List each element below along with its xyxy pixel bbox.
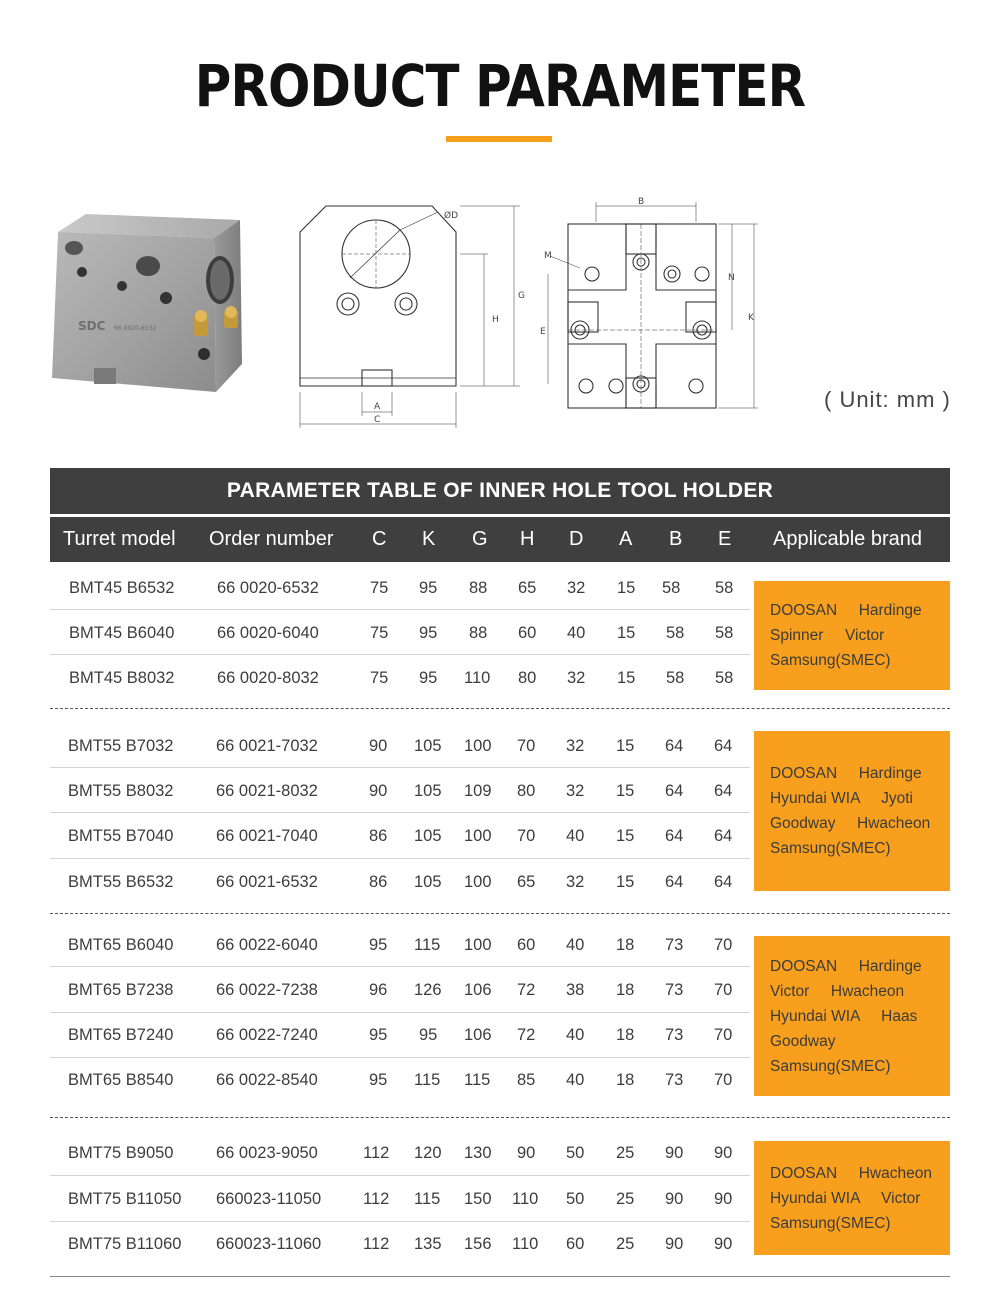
group-separator [50, 708, 950, 709]
table-cell: 32 [567, 669, 586, 687]
col-header: B [669, 528, 683, 550]
table-cell: 130 [464, 1144, 492, 1162]
table-cell: 66 0022-7240 [216, 1026, 318, 1044]
table-cell: 25 [616, 1144, 635, 1162]
label-m: M [544, 251, 552, 261]
brand-line: DOOSAN Hardinge [770, 765, 922, 782]
row-divider [50, 609, 750, 610]
table-cell: BMT55 B8032 [68, 782, 174, 800]
col-header: K [422, 528, 436, 550]
table-cell: 115 [414, 1071, 441, 1089]
col-header: Turret model [63, 528, 176, 550]
table-cell: 73 [665, 936, 684, 954]
table-cell: 65 [517, 873, 536, 891]
table-cell: 66 0022-8540 [216, 1071, 318, 1089]
table-cell: 75 [370, 624, 389, 642]
brand-line: Goodway Hwacheon [770, 815, 931, 832]
brand-box [754, 581, 950, 690]
table-cell: 64 [714, 827, 733, 845]
brand-box [754, 936, 950, 1096]
table-cell: 109 [464, 782, 492, 800]
table-cell: 32 [567, 579, 586, 597]
label-e: E [540, 327, 546, 337]
row-divider [50, 1012, 750, 1013]
table-cell: 90 [714, 1144, 733, 1162]
table-cell: 15 [616, 782, 635, 800]
row-divider [50, 966, 750, 967]
brand-line: DOOSAN Hwacheon [770, 1164, 932, 1182]
table-cell: 60 [518, 624, 537, 642]
table-cell: 58 [715, 669, 734, 687]
table-cell: 18 [616, 1071, 635, 1089]
table-cell: 65 [518, 579, 537, 597]
table-cell: 50 [566, 1190, 585, 1208]
table-title: PARAMETER TABLE OF INNER HOLE TOOL HOLDER [50, 468, 950, 514]
col-header: A [619, 528, 633, 550]
table-cell: BMT65 B6040 [68, 936, 174, 954]
table-cell: 66 0020-6532 [217, 579, 319, 597]
table-cell: 18 [616, 936, 635, 954]
table-cell: 80 [517, 782, 536, 800]
brand-line: DOOSAN Hardinge [770, 957, 922, 975]
table-cell: 73 [665, 981, 684, 999]
table-cell: 58 [666, 624, 685, 642]
table-cell: 70 [517, 737, 536, 755]
brand-box [754, 731, 950, 891]
table-cell: 58 [715, 624, 734, 642]
table-cell: 18 [616, 1026, 635, 1044]
table-cell: 105 [414, 827, 442, 845]
table-cell: 15 [617, 624, 636, 642]
brand-line: Spinner Victor [770, 627, 885, 644]
col-header: E [718, 528, 732, 550]
table-cell: 75 [370, 669, 389, 687]
table-cell: 66 0021-7032 [216, 737, 318, 755]
table-cell: 50 [566, 1144, 585, 1162]
label-g: G [518, 291, 525, 301]
unit-note: ( Unit: mm ) [824, 387, 951, 412]
table-cell: 90 [369, 782, 388, 800]
table-cell: 106 [464, 1026, 492, 1044]
table-cell: 86 [369, 827, 388, 845]
table-cell: 110 [512, 1190, 539, 1208]
table-cell: BMT75 B9050 [68, 1144, 174, 1162]
row-divider [50, 654, 750, 655]
table-cell: 105 [414, 873, 442, 891]
table-cell: 66 0021-8032 [216, 782, 318, 800]
table-cell: 66 0023-9050 [216, 1144, 318, 1162]
table-cell: BMT65 B7240 [68, 1026, 174, 1044]
label-n: N [728, 273, 735, 283]
col-header: Order number [209, 528, 334, 550]
table-cell: 86 [369, 873, 388, 891]
table-header-row [50, 517, 950, 562]
table-cell: 58 [662, 579, 681, 597]
table-cell: 72 [517, 1026, 536, 1044]
brand-line: Victor Hwacheon [770, 982, 905, 1000]
table-cell: 90 [369, 737, 388, 755]
row-divider [50, 1175, 750, 1176]
brand-line: Samsung(SMEC) [770, 1214, 891, 1232]
table-cell: BMT65 B7238 [68, 981, 174, 999]
table-cell: 112 [363, 1190, 390, 1208]
table-cell: 58 [715, 579, 734, 597]
label-a: A [374, 402, 381, 412]
table-cell: 660023-11050 [216, 1190, 322, 1208]
table-cell: 66 0021-7040 [216, 827, 318, 845]
page-title: PRODUCT PARAMETER [194, 52, 806, 120]
table-cell: 64 [714, 737, 733, 755]
table-cell: 100 [464, 936, 492, 954]
table-cell: BMT75 B11060 [68, 1235, 182, 1253]
table-cell: 106 [464, 981, 492, 999]
row-divider [50, 1221, 750, 1222]
table-cell: BMT55 B7032 [68, 737, 174, 755]
table-cell: 70 [714, 936, 733, 954]
col-header: G [472, 528, 488, 550]
table-cell: 90 [665, 1235, 684, 1253]
label-c: C [374, 415, 381, 425]
table-cell: BMT45 B6040 [69, 624, 175, 642]
row-divider [50, 858, 750, 859]
label-k: K [748, 313, 754, 323]
table-cell: 32 [566, 782, 585, 800]
table-cell: BMT55 B6532 [68, 873, 174, 891]
photo-logo: SDC [78, 319, 106, 333]
table-cell: 15 [616, 873, 635, 891]
table-cell: 66 0020-8032 [217, 669, 319, 687]
table-cell: 60 [517, 936, 536, 954]
table-bottom-rule [50, 1276, 950, 1277]
table-cell: 15 [617, 669, 636, 687]
table-cell: 660023-11060 [216, 1235, 322, 1253]
table-cell: 100 [464, 827, 492, 845]
table-cell: 32 [566, 873, 585, 891]
table-cell: 95 [419, 624, 438, 642]
table-cell: 95 [369, 936, 388, 954]
table-cell: 100 [464, 737, 492, 755]
table-cell: 80 [518, 669, 537, 687]
table-cell: 90 [517, 1144, 536, 1162]
table-cell: BMT45 B6532 [69, 579, 175, 597]
table-cell: 64 [665, 827, 684, 845]
table-cell: 110 [464, 669, 491, 687]
group-separator [50, 913, 950, 914]
col-header: H [520, 528, 535, 550]
table-cell: 70 [714, 981, 733, 999]
brand-line: Hyundai WIA Victor [770, 1189, 921, 1207]
table-cell: BMT75 B11050 [68, 1190, 182, 1208]
table-cell: 73 [665, 1026, 684, 1044]
row-divider [50, 767, 750, 768]
table-cell: 95 [419, 1026, 438, 1044]
table-cell: 95 [369, 1071, 388, 1089]
table-cell: BMT55 B7040 [68, 827, 174, 845]
table-cell: 66 0022-7238 [216, 981, 318, 999]
table-cell: 96 [369, 981, 388, 999]
table-cell: 150 [464, 1190, 492, 1208]
brand-line: Samsung(SMEC) [770, 1057, 891, 1075]
table-cell: 90 [714, 1190, 733, 1208]
table-cell: 135 [414, 1235, 442, 1253]
top-view-drawing [536, 194, 766, 416]
table-cell: 25 [616, 1235, 635, 1253]
table-cell: 25 [616, 1190, 635, 1208]
table-cell: 64 [714, 782, 733, 800]
table-cell: 115 [414, 936, 441, 954]
group-separator [50, 1117, 950, 1118]
table-cell: 156 [464, 1235, 492, 1253]
table-cell: 70 [714, 1071, 733, 1089]
table-cell: 100 [464, 873, 492, 891]
title-underline [446, 136, 552, 142]
table-cell: 64 [714, 873, 733, 891]
table-cell: 126 [414, 981, 442, 999]
table-cell: 66 0021-6532 [216, 873, 318, 891]
table-cell: 40 [566, 827, 585, 845]
table-cell: 32 [566, 737, 585, 755]
brand-line: DOOSAN Hardinge [770, 602, 922, 619]
table-cell: BMT65 B8540 [68, 1071, 174, 1089]
table-cell: 15 [617, 579, 636, 597]
label-h: H [492, 315, 499, 325]
brand-box [754, 1141, 950, 1255]
table-cell: 95 [419, 579, 438, 597]
table-cell: 18 [616, 981, 635, 999]
table-cell: 90 [665, 1144, 684, 1162]
table-cell: 64 [665, 782, 684, 800]
product-photo [44, 206, 258, 410]
brand-line: Samsung(SMEC) [770, 840, 891, 857]
table-cell: 73 [665, 1071, 684, 1089]
table-cell: 105 [414, 737, 442, 755]
table-cell: 85 [517, 1071, 536, 1089]
table-cell: 70 [517, 827, 536, 845]
brand-line: Hyundai WIA Jyoti [770, 790, 913, 807]
row-divider [50, 812, 750, 813]
table-cell: 88 [469, 624, 488, 642]
table-cell: 66 0022-6040 [216, 936, 318, 954]
col-header: Applicable brand [773, 528, 922, 550]
table-cell: 40 [566, 936, 585, 954]
table-cell: 64 [665, 737, 684, 755]
front-view-drawing [292, 198, 524, 434]
table-cell: 70 [714, 1026, 733, 1044]
table-cell: 95 [369, 1026, 388, 1044]
table-cell: 58 [666, 669, 685, 687]
table-cell: 40 [566, 1071, 585, 1089]
table-cell: 115 [414, 1190, 441, 1208]
row-divider [50, 1057, 750, 1058]
table-cell: 15 [616, 827, 635, 845]
table-cell: 38 [566, 981, 585, 999]
table-cell: 110 [512, 1235, 539, 1253]
table-cell: 15 [616, 737, 635, 755]
label-d: ØD [444, 211, 459, 221]
table-cell: 90 [665, 1190, 684, 1208]
table-cell: 60 [566, 1235, 585, 1253]
table-cell: 75 [370, 579, 389, 597]
table-cell: 40 [567, 624, 586, 642]
label-b: B [638, 197, 645, 207]
table-cell: 64 [665, 873, 684, 891]
table-cell: BMT45 B8032 [69, 669, 175, 687]
table-cell: 112 [363, 1144, 390, 1162]
table-cell: 72 [517, 981, 536, 999]
brand-line: Goodway [770, 1032, 836, 1050]
brand-line: Hyundai WIA Haas [770, 1007, 918, 1025]
table-cell: 115 [464, 1071, 491, 1089]
table-cell: 66 0020-6040 [217, 624, 319, 642]
photo-engraving: 66 0020-6532 [114, 325, 157, 332]
table-cell: 112 [363, 1235, 390, 1253]
table-cell: 95 [419, 669, 438, 687]
table-cell: 105 [414, 782, 442, 800]
col-header: C [372, 528, 387, 550]
brand-line: Samsung(SMEC) [770, 652, 891, 669]
col-header: D [569, 528, 584, 550]
table-cell: 40 [566, 1026, 585, 1044]
table-cell: 90 [714, 1235, 733, 1253]
table-cell: 88 [469, 579, 488, 597]
table-cell: 120 [414, 1144, 442, 1162]
